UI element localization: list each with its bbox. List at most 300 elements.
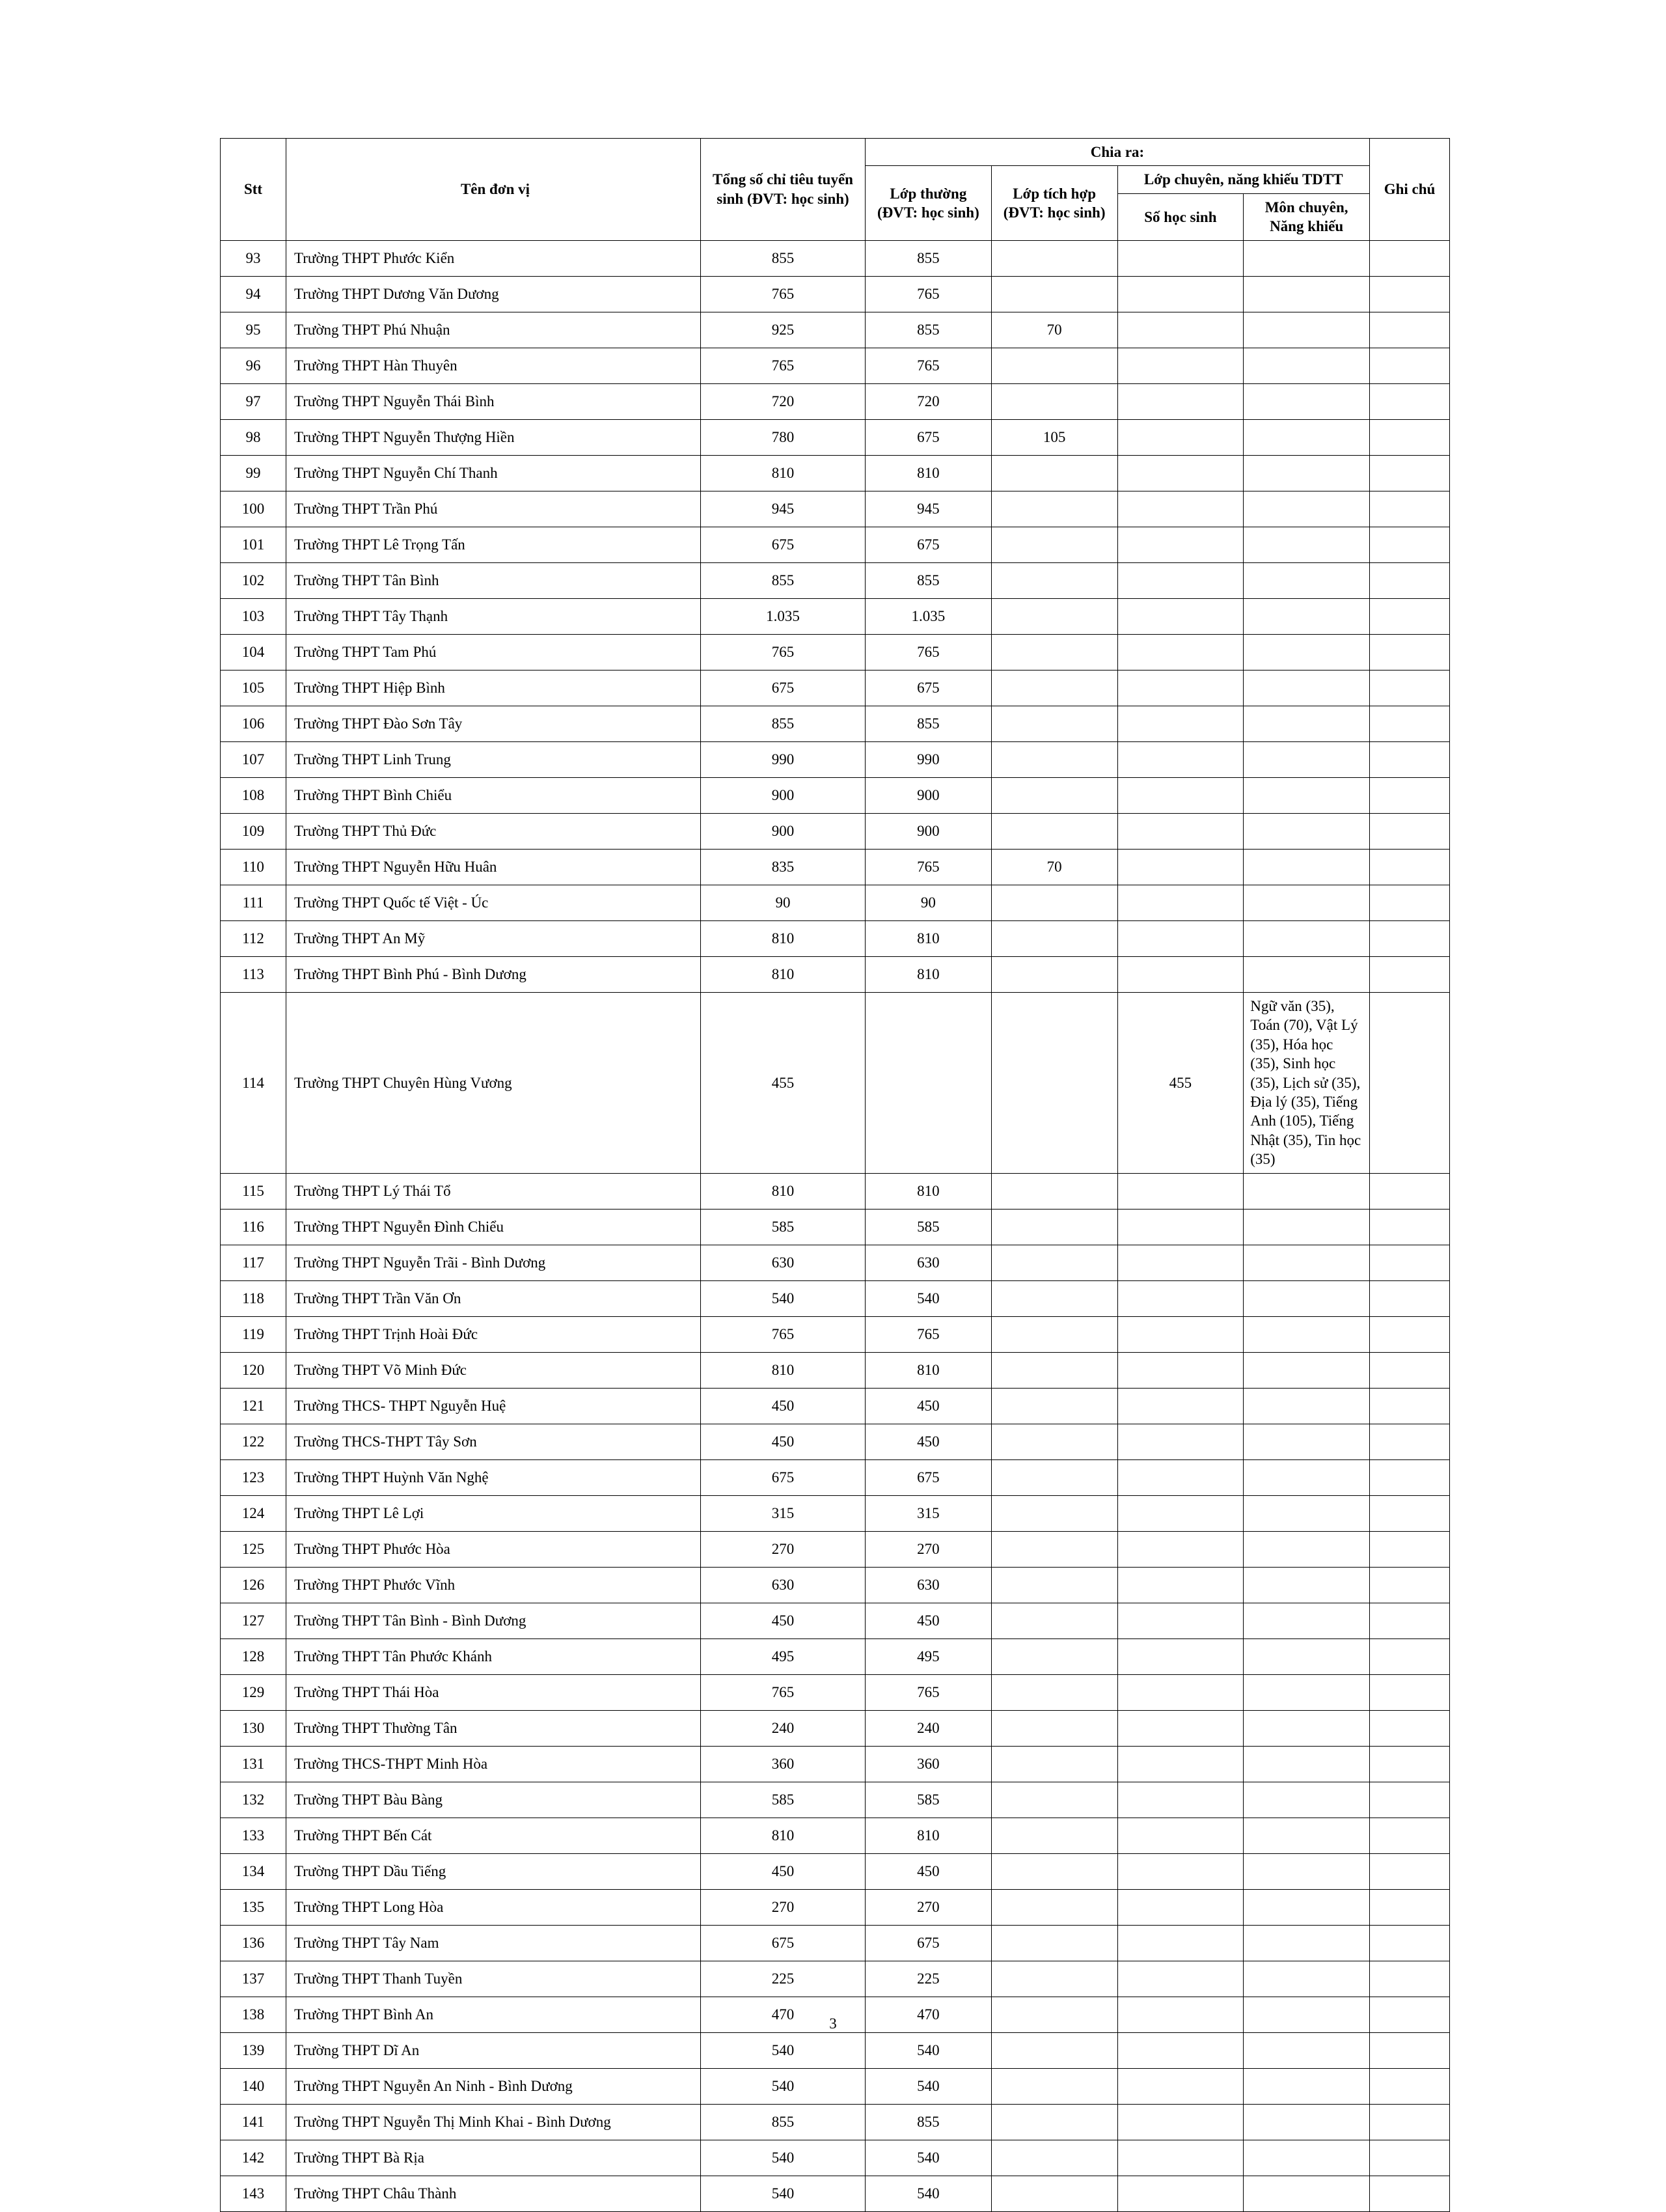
cell-so-hoc-sinh (1117, 2032, 1244, 2068)
table-row (221, 670, 1450, 706)
cell-lop-tich-hop (991, 276, 1117, 312)
cell-lop-tich-hop (991, 741, 1117, 777)
table-row (221, 1889, 1450, 1925)
cell-ghi-chu (1370, 2032, 1450, 2068)
cell-ghi-chu (1370, 1424, 1450, 1459)
cell-tong-so: 225 (701, 1961, 866, 1997)
cell-ghi-chu (1370, 419, 1450, 455)
cell-stt: 126 (221, 1567, 286, 1603)
cell-stt: 136 (221, 1925, 286, 1961)
cell-ghi-chu (1370, 598, 1450, 634)
cell-tong-so: 540 (701, 2068, 866, 2104)
cell-ten-don-vi: Trường THPT Nguyễn Thái Bình (286, 383, 701, 419)
cell-stt: 131 (221, 1746, 286, 1782)
cell-ghi-chu (1370, 1245, 1450, 1280)
cell-stt: 121 (221, 1388, 286, 1424)
cell-lop-thuong: 900 (866, 813, 992, 849)
table-row (221, 1173, 1450, 1209)
cell-so-hoc-sinh (1117, 1316, 1244, 1352)
cell-tong-so: 455 (701, 992, 866, 1173)
cell-tong-so: 630 (701, 1245, 866, 1280)
cell-mon-chuyen (1244, 1782, 1370, 1818)
cell-stt: 111 (221, 885, 286, 920)
cell-lop-thuong: 990 (866, 741, 992, 777)
cell-stt: 133 (221, 1818, 286, 1853)
header-ten-don-vi: Tên đơn vị (286, 139, 701, 241)
cell-ten-don-vi: Trường THPT Quốc tế Việt - Úc (286, 885, 701, 920)
cell-so-hoc-sinh (1117, 813, 1244, 849)
cell-tong-so: 675 (701, 1925, 866, 1961)
table-row (221, 1925, 1450, 1961)
table-row (221, 1710, 1450, 1746)
cell-lop-tich-hop (991, 2140, 1117, 2176)
table-row (221, 419, 1450, 455)
cell-tong-so: 765 (701, 1674, 866, 1710)
cell-so-hoc-sinh (1117, 1173, 1244, 1209)
cell-ghi-chu (1370, 1209, 1450, 1245)
cell-stt: 93 (221, 240, 286, 276)
cell-ghi-chu (1370, 1818, 1450, 1853)
cell-lop-tich-hop (991, 527, 1117, 562)
cell-so-hoc-sinh (1117, 419, 1244, 455)
cell-stt: 112 (221, 920, 286, 956)
cell-stt: 129 (221, 1674, 286, 1710)
cell-ghi-chu (1370, 920, 1450, 956)
cell-tong-so: 540 (701, 2140, 866, 2176)
table-row (221, 2176, 1450, 2211)
table-row (221, 777, 1450, 813)
cell-lop-thuong (866, 992, 992, 1173)
cell-tong-so: 780 (701, 419, 866, 455)
cell-lop-thuong: 765 (866, 1316, 992, 1352)
table-row (221, 1638, 1450, 1674)
cell-lop-thuong: 675 (866, 1459, 992, 1495)
cell-ghi-chu (1370, 885, 1450, 920)
table-row (221, 1459, 1450, 1495)
cell-ten-don-vi: Trường THCS-THPT Minh Hòa (286, 1746, 701, 1782)
cell-lop-thuong: 765 (866, 849, 992, 885)
cell-stt: 114 (221, 992, 286, 1173)
cell-ten-don-vi: Trường THPT Long Hòa (286, 1889, 701, 1925)
cell-lop-tich-hop (991, 562, 1117, 598)
cell-ghi-chu (1370, 849, 1450, 885)
cell-ten-don-vi: Trường THPT Trần Văn Ơn (286, 1280, 701, 1316)
cell-lop-tich-hop (991, 1495, 1117, 1531)
table-row (221, 885, 1450, 920)
cell-mon-chuyen (1244, 1495, 1370, 1531)
cell-mon-chuyen (1244, 2104, 1370, 2140)
cell-lop-tich-hop (991, 1459, 1117, 1495)
cell-lop-thuong: 315 (866, 1495, 992, 1531)
table-row (221, 1280, 1450, 1316)
cell-stt: 102 (221, 562, 286, 598)
cell-lop-tich-hop: 105 (991, 419, 1117, 455)
cell-mon-chuyen (1244, 1746, 1370, 1782)
cell-mon-chuyen (1244, 849, 1370, 885)
cell-tong-so: 945 (701, 491, 866, 527)
cell-mon-chuyen (1244, 1889, 1370, 1925)
cell-lop-tich-hop (991, 1567, 1117, 1603)
cell-mon-chuyen (1244, 920, 1370, 956)
cell-stt: 122 (221, 1424, 286, 1459)
cell-tong-so: 835 (701, 849, 866, 885)
cell-lop-thuong: 945 (866, 491, 992, 527)
cell-tong-so: 630 (701, 1567, 866, 1603)
cell-so-hoc-sinh (1117, 1961, 1244, 1997)
cell-so-hoc-sinh (1117, 1495, 1244, 1531)
cell-mon-chuyen (1244, 1316, 1370, 1352)
table-row (221, 1209, 1450, 1245)
cell-lop-tich-hop (991, 1424, 1117, 1459)
cell-ghi-chu (1370, 383, 1450, 419)
table-row (221, 1567, 1450, 1603)
cell-stt: 128 (221, 1638, 286, 1674)
cell-stt: 118 (221, 1280, 286, 1316)
cell-ten-don-vi: Trường THPT Nguyễn Thị Minh Khai - Bình Dương (286, 2104, 701, 2140)
cell-so-hoc-sinh (1117, 1746, 1244, 1782)
cell-lop-thuong: 240 (866, 1710, 992, 1746)
cell-tong-so: 470 (701, 1997, 866, 2032)
cell-lop-tich-hop (991, 1316, 1117, 1352)
cell-mon-chuyen (1244, 240, 1370, 276)
cell-lop-tich-hop (991, 348, 1117, 383)
cell-ghi-chu (1370, 777, 1450, 813)
header-stt: Stt (221, 139, 286, 241)
cell-mon-chuyen (1244, 813, 1370, 849)
table-header (221, 139, 1450, 241)
cell-lop-tich-hop (991, 1889, 1117, 1925)
cell-ten-don-vi: Trường THPT Võ Minh Đức (286, 1352, 701, 1388)
cell-ghi-chu (1370, 491, 1450, 527)
cell-so-hoc-sinh (1117, 2104, 1244, 2140)
cell-lop-tich-hop (991, 1818, 1117, 1853)
cell-mon-chuyen (1244, 1245, 1370, 1280)
table-row (221, 455, 1450, 491)
cell-lop-tich-hop (991, 1280, 1117, 1316)
cell-tong-so: 810 (701, 1173, 866, 1209)
cell-ghi-chu (1370, 1316, 1450, 1352)
cell-ghi-chu (1370, 276, 1450, 312)
cell-stt: 143 (221, 2176, 286, 2211)
cell-tong-so: 855 (701, 2104, 866, 2140)
table-row (221, 383, 1450, 419)
cell-ten-don-vi: Trường THPT Thủ Đức (286, 813, 701, 849)
cell-so-hoc-sinh (1117, 1925, 1244, 1961)
cell-mon-chuyen (1244, 383, 1370, 419)
cell-tong-so: 240 (701, 1710, 866, 1746)
table-row (221, 1495, 1450, 1531)
table-row (221, 1746, 1450, 1782)
cell-ghi-chu (1370, 1638, 1450, 1674)
cell-tong-so: 765 (701, 634, 866, 670)
cell-stt: 138 (221, 1997, 286, 2032)
table-row (221, 598, 1450, 634)
cell-lop-tich-hop (991, 1638, 1117, 1674)
cell-mon-chuyen (1244, 527, 1370, 562)
cell-tong-so: 360 (701, 1746, 866, 1782)
cell-lop-thuong: 630 (866, 1245, 992, 1280)
cell-mon-chuyen (1244, 1710, 1370, 1746)
header-chia-ra: Chia ra: (866, 139, 1370, 166)
cell-lop-tich-hop (991, 2032, 1117, 2068)
cell-so-hoc-sinh (1117, 1674, 1244, 1710)
cell-mon-chuyen (1244, 1209, 1370, 1245)
cell-tong-so: 585 (701, 1782, 866, 1818)
cell-lop-tich-hop (991, 634, 1117, 670)
cell-mon-chuyen (1244, 1531, 1370, 1567)
cell-tong-so: 270 (701, 1889, 866, 1925)
cell-mon-chuyen (1244, 741, 1370, 777)
cell-tong-so: 675 (701, 527, 866, 562)
cell-tong-so: 810 (701, 1818, 866, 1853)
cell-mon-chuyen (1244, 1567, 1370, 1603)
cell-so-hoc-sinh (1117, 956, 1244, 992)
cell-mon-chuyen (1244, 1352, 1370, 1388)
cell-ten-don-vi: Trường THPT Nguyễn Thượng Hiền (286, 419, 701, 455)
cell-stt: 96 (221, 348, 286, 383)
table-row (221, 2068, 1450, 2104)
cell-ghi-chu (1370, 312, 1450, 348)
cell-tong-so: 675 (701, 1459, 866, 1495)
cell-stt: 95 (221, 312, 286, 348)
cell-lop-thuong: 810 (866, 920, 992, 956)
cell-mon-chuyen (1244, 1925, 1370, 1961)
cell-tong-so: 270 (701, 1531, 866, 1567)
cell-tong-so: 540 (701, 1280, 866, 1316)
cell-ghi-chu (1370, 1531, 1450, 1567)
cell-mon-chuyen: Ngữ văn (35), Toán (70), Vật Lý (35), Hóa học (35), Sinh học (35), Lịch sử (35), Địa lý (35), Tiếng Anh (105), Tiếng Nhật (35), Tin học (35) (1244, 992, 1370, 1173)
cell-stt: 110 (221, 849, 286, 885)
cell-tong-so: 900 (701, 777, 866, 813)
cell-lop-tich-hop (991, 1209, 1117, 1245)
cell-so-hoc-sinh (1117, 312, 1244, 348)
table-row (221, 1316, 1450, 1352)
cell-stt: 141 (221, 2104, 286, 2140)
cell-mon-chuyen (1244, 2068, 1370, 2104)
cell-so-hoc-sinh (1117, 455, 1244, 491)
cell-ten-don-vi: Trường THPT Nguyễn Chí Thanh (286, 455, 701, 491)
enrollment-table (220, 138, 1450, 2212)
cell-ghi-chu (1370, 1925, 1450, 1961)
table-row (221, 634, 1450, 670)
cell-ten-don-vi: Trường THPT Thường Tân (286, 1710, 701, 1746)
cell-mon-chuyen (1244, 670, 1370, 706)
table-row (221, 920, 1450, 956)
table-row (221, 491, 1450, 527)
cell-tong-so: 450 (701, 1603, 866, 1638)
cell-ghi-chu (1370, 992, 1450, 1173)
cell-mon-chuyen (1244, 2176, 1370, 2211)
table-row (221, 1818, 1450, 1853)
cell-stt: 135 (221, 1889, 286, 1925)
cell-ten-don-vi: Trường THPT Bà Rịa (286, 2140, 701, 2176)
cell-so-hoc-sinh (1117, 2068, 1244, 2104)
cell-lop-tich-hop (991, 491, 1117, 527)
cell-tong-so: 765 (701, 1316, 866, 1352)
cell-ghi-chu (1370, 1567, 1450, 1603)
table-row (221, 956, 1450, 992)
table-row (221, 1674, 1450, 1710)
cell-lop-thuong: 900 (866, 777, 992, 813)
cell-lop-thuong: 810 (866, 956, 992, 992)
cell-stt: 125 (221, 1531, 286, 1567)
cell-ten-don-vi: Trường THPT Nguyễn Đình Chiểu (286, 1209, 701, 1245)
cell-lop-thuong: 540 (866, 2140, 992, 2176)
table-row (221, 1245, 1450, 1280)
cell-ten-don-vi: Trường THPT Huỳnh Văn Nghệ (286, 1459, 701, 1495)
cell-so-hoc-sinh (1117, 1459, 1244, 1495)
table-row (221, 1531, 1450, 1567)
table-row (221, 276, 1450, 312)
table-row (221, 1603, 1450, 1638)
cell-mon-chuyen (1244, 2140, 1370, 2176)
cell-ghi-chu (1370, 1853, 1450, 1889)
cell-lop-tich-hop (991, 956, 1117, 992)
cell-so-hoc-sinh (1117, 562, 1244, 598)
cell-so-hoc-sinh (1117, 1388, 1244, 1424)
cell-lop-tich-hop (991, 2068, 1117, 2104)
cell-lop-tich-hop (991, 1782, 1117, 1818)
cell-mon-chuyen (1244, 2032, 1370, 2068)
cell-mon-chuyen (1244, 1961, 1370, 1997)
cell-so-hoc-sinh (1117, 706, 1244, 741)
table-row (221, 849, 1450, 885)
header-so-hoc-sinh: Số học sinh (1117, 193, 1244, 240)
cell-lop-tich-hop (991, 1961, 1117, 1997)
cell-lop-thuong: 675 (866, 1925, 992, 1961)
cell-ghi-chu (1370, 1173, 1450, 1209)
cell-ghi-chu (1370, 1710, 1450, 1746)
cell-lop-tich-hop: 70 (991, 849, 1117, 885)
cell-lop-thuong: 270 (866, 1889, 992, 1925)
header-mon-chuyen: Môn chuyên, Năng khiếu (1244, 193, 1370, 240)
cell-ghi-chu (1370, 1603, 1450, 1638)
cell-ghi-chu (1370, 2104, 1450, 2140)
cell-lop-thuong: 360 (866, 1746, 992, 1782)
cell-mon-chuyen (1244, 1173, 1370, 1209)
cell-lop-tich-hop (991, 1674, 1117, 1710)
cell-stt: 142 (221, 2140, 286, 2176)
cell-lop-thuong: 855 (866, 312, 992, 348)
cell-ten-don-vi: Trường THPT Trịnh Hoài Đức (286, 1316, 701, 1352)
cell-ten-don-vi: Trường THPT Châu Thành (286, 2176, 701, 2211)
cell-so-hoc-sinh (1117, 1567, 1244, 1603)
cell-tong-so: 765 (701, 276, 866, 312)
cell-ten-don-vi: Trường THPT Lê Lợi (286, 1495, 701, 1531)
cell-ten-don-vi: Trường THPT Bình An (286, 1997, 701, 2032)
cell-so-hoc-sinh (1117, 1245, 1244, 1280)
cell-tong-so: 450 (701, 1853, 866, 1889)
cell-ten-don-vi: Trường THPT Lý Thái Tổ (286, 1173, 701, 1209)
cell-stt: 103 (221, 598, 286, 634)
cell-mon-chuyen (1244, 634, 1370, 670)
cell-mon-chuyen (1244, 1638, 1370, 1674)
cell-ghi-chu (1370, 1746, 1450, 1782)
cell-tong-so: 925 (701, 312, 866, 348)
cell-tong-so: 585 (701, 1209, 866, 1245)
cell-ghi-chu (1370, 562, 1450, 598)
cell-lop-thuong: 810 (866, 1173, 992, 1209)
cell-stt: 94 (221, 276, 286, 312)
cell-ten-don-vi: Trường THPT Nguyễn Hữu Huân (286, 849, 701, 885)
cell-mon-chuyen (1244, 1603, 1370, 1638)
cell-tong-so: 765 (701, 348, 866, 383)
cell-lop-tich-hop (991, 1925, 1117, 1961)
cell-so-hoc-sinh (1117, 527, 1244, 562)
table-row (221, 348, 1450, 383)
cell-ten-don-vi: Trường THPT Hiệp Bình (286, 670, 701, 706)
cell-ghi-chu (1370, 1352, 1450, 1388)
header-lop-thuong: Lớp thường (ĐVT: học sinh) (866, 166, 992, 240)
cell-lop-tich-hop (991, 1710, 1117, 1746)
cell-mon-chuyen (1244, 777, 1370, 813)
cell-so-hoc-sinh (1117, 1710, 1244, 1746)
cell-so-hoc-sinh (1117, 1531, 1244, 1567)
cell-ten-don-vi: Trường THPT Bình Chiểu (286, 777, 701, 813)
cell-ten-don-vi: Trường THPT Tân Phước Khánh (286, 1638, 701, 1674)
cell-lop-thuong: 450 (866, 1388, 992, 1424)
cell-tong-so: 1.035 (701, 598, 866, 634)
cell-so-hoc-sinh (1117, 849, 1244, 885)
cell-stt: 97 (221, 383, 286, 419)
cell-ten-don-vi: Trường THPT Linh Trung (286, 741, 701, 777)
cell-stt: 108 (221, 777, 286, 813)
cell-tong-so: 90 (701, 885, 866, 920)
cell-ghi-chu (1370, 1961, 1450, 1997)
cell-ten-don-vi: Trường THPT Hàn Thuyên (286, 348, 701, 383)
cell-ten-don-vi: Trường THPT Bến Cát (286, 1818, 701, 1853)
cell-lop-thuong: 495 (866, 1638, 992, 1674)
table-row (221, 527, 1450, 562)
cell-lop-tich-hop (991, 455, 1117, 491)
cell-lop-thuong: 765 (866, 634, 992, 670)
cell-tong-so: 810 (701, 956, 866, 992)
header-lop-chuyen: Lớp chuyên, năng khiếu TDTT (1117, 166, 1370, 193)
cell-stt: 127 (221, 1603, 286, 1638)
cell-stt: 140 (221, 2068, 286, 2104)
cell-ghi-chu (1370, 1674, 1450, 1710)
cell-so-hoc-sinh (1117, 1603, 1244, 1638)
cell-stt: 106 (221, 706, 286, 741)
cell-lop-thuong: 855 (866, 562, 992, 598)
table-row (221, 1424, 1450, 1459)
cell-ghi-chu (1370, 1889, 1450, 1925)
cell-ten-don-vi: Trường THPT Dầu Tiếng (286, 1853, 701, 1889)
cell-ten-don-vi: Trường THPT An Mỹ (286, 920, 701, 956)
cell-mon-chuyen (1244, 1853, 1370, 1889)
cell-stt: 117 (221, 1245, 286, 1280)
cell-ghi-chu (1370, 2140, 1450, 2176)
cell-lop-tich-hop (991, 813, 1117, 849)
cell-so-hoc-sinh (1117, 670, 1244, 706)
cell-lop-thuong: 720 (866, 383, 992, 419)
cell-ghi-chu (1370, 634, 1450, 670)
cell-lop-thuong: 675 (866, 419, 992, 455)
cell-so-hoc-sinh (1117, 1352, 1244, 1388)
cell-ten-don-vi: Trường THCS-THPT Tây Sơn (286, 1424, 701, 1459)
table-row (221, 741, 1450, 777)
cell-mon-chuyen (1244, 1818, 1370, 1853)
cell-so-hoc-sinh (1117, 1209, 1244, 1245)
cell-lop-thuong: 810 (866, 1818, 992, 1853)
cell-lop-tich-hop (991, 383, 1117, 419)
cell-lop-thuong: 450 (866, 1424, 992, 1459)
cell-ghi-chu (1370, 741, 1450, 777)
cell-ten-don-vi: Trường THPT Trần Phú (286, 491, 701, 527)
cell-so-hoc-sinh (1117, 2140, 1244, 2176)
cell-lop-tich-hop (991, 1388, 1117, 1424)
cell-stt: 139 (221, 2032, 286, 2068)
